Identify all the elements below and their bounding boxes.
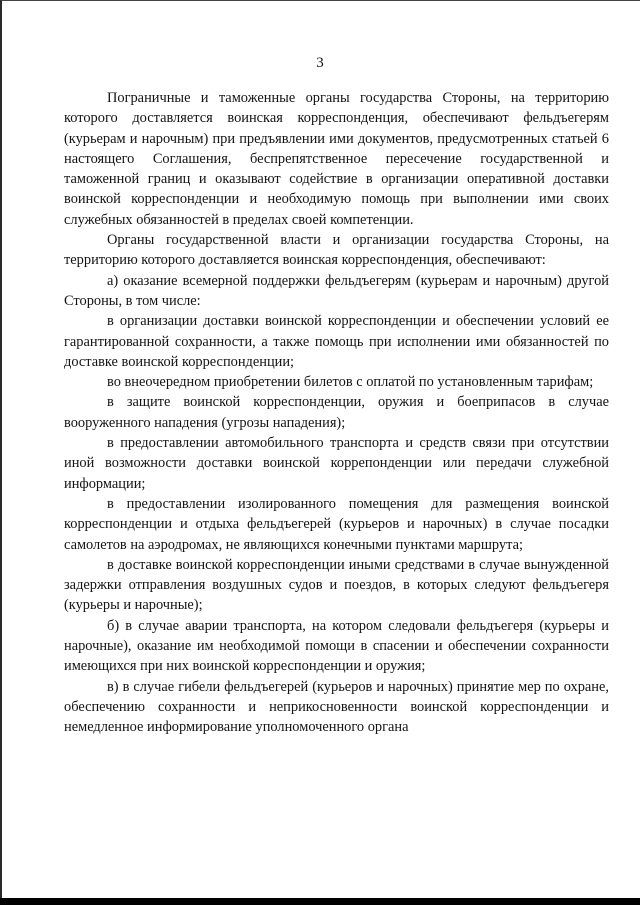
paragraph-isolated-room: в предоставлении изолированного помещения для размещения воинской корреспонденции и отдыха фельдъегерей (курьеров и нарочных) в случае посадки самолетов на аэродромах, не являющихся конечными пунктами маршрута;: [64, 495, 609, 553]
scan-edge-bottom: [0, 898, 640, 905]
page-number: 3: [316, 55, 324, 71]
paragraph-border-agencies: Пограничные и таможенные органы государства Стороны, на территорию которого доставляется воинская корреспонденция, обеспечивают фельдъегерям (курьерам и нарочным) при предъявлении ими документов, предусмотренных статьей 6 настоящего Соглашения, беспрепятственное пересечение государственной и таможенной границ и оказывают содействие в организации оперативной доставки воинской корреспонденции и необходимую помощь при выполнении ими своих служебных обязанностей в пределах своей компетенции.: [64, 90, 609, 228]
paragraph-protection: в защите воинской корреспонденции, оружия и боеприпасов в случае вооруженного нападения (угрозы нападения);: [64, 394, 609, 431]
paragraph-item-c: в) в случае гибели фельдъегерей (курьеров и нарочных) принятие мер по охране, обеспечению сохранности и неприкосновенности воинской корреспонденции и немедленное информирование уполномоченного органа: [64, 678, 609, 736]
paragraph-transport-communications: в предоставлении автомобильного транспорта и средств связи при отсутствии иной возможности доставки воинской коррепонденции или передачи служебной информации;: [64, 435, 609, 492]
document-body: [64, 88, 609, 738]
paragraph-state-authorities: Органы государственной власти и организации государства Стороны, на территорию которого доставляется воинская корреспонденция, обеспечивают:: [64, 232, 609, 269]
paragraph-tickets: во внеочередном приобретении билетов с оплатой по установленным тарифам;: [107, 374, 594, 391]
paragraph-alternative-delivery: в доставке воинской корреспонденции иными средствами в случае вынужденной задержки отправления воздушных судов и поездов, в которых следуют фельдъегеря (курьеры и нарочные);: [64, 556, 609, 614]
paragraph-delivery-organization: в организации доставки воинской корреспонденции и обеспечении условий ее гарантированной сохранности, а также помощь при исполнении ими обязанностей по доставке воинской корреспонденции;: [64, 313, 609, 370]
paragraph-item-a: а) оказание всемерной поддержки фельдъегерям (курьерам и нарочным) другой Стороны, в том числе:: [64, 272, 609, 309]
paragraph-item-b: б) в случае аварии транспорта, на котором следовали фельдъегеря (курьеры и нарочные), оказание им необходимой помощи в спасении и обеспечении сохранности имеющихся при них воинской корреспонденции и оружия;: [64, 617, 609, 675]
